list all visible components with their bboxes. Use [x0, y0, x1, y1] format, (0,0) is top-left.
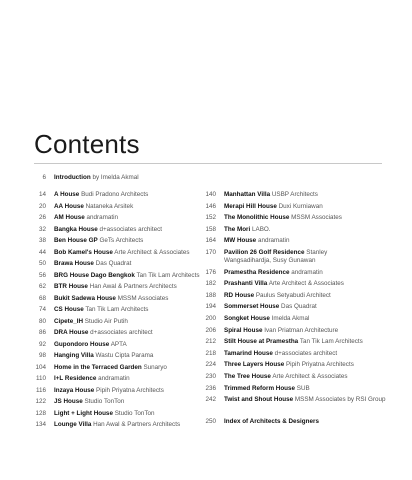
page-number: 56 — [38, 271, 46, 279]
entry-author: Tan Tik Lam Architects — [136, 271, 200, 279]
entry-author: Sunaryo — [143, 363, 167, 371]
toc-entry[interactable] — [198, 191, 318, 199]
page-number: 68 — [38, 294, 46, 302]
entry-title: Bangka House — [54, 225, 98, 233]
entry-author: Pipih Priyatna Architects — [285, 361, 354, 369]
entry-title: Cipete_IH — [54, 317, 84, 325]
toc-entry[interactable] — [198, 327, 338, 335]
page-number: 128 — [35, 409, 46, 417]
toc-entry[interactable] — [28, 387, 164, 395]
entry-title: Sommerset House — [224, 303, 280, 311]
entry-title: Pavilion 26 Golf Residence — [224, 249, 305, 256]
toc-entry[interactable] — [28, 318, 128, 326]
toc-entry[interactable] — [28, 375, 130, 383]
toc-entry[interactable] — [198, 361, 354, 369]
entry-author: by Imelda Akmal — [92, 174, 139, 181]
entry-title: Index of Architects & Designers — [224, 417, 319, 425]
page-number: 32 — [38, 225, 46, 233]
entry-author: Ivan Priatman Architecture — [264, 326, 339, 334]
toc-entry[interactable] — [198, 292, 331, 300]
title-divider — [34, 163, 382, 164]
page-number: 212 — [205, 338, 216, 346]
toc-entry[interactable] — [28, 295, 168, 303]
toc-entry[interactable] — [198, 249, 369, 265]
page-number: 86 — [38, 329, 46, 336]
entry-title: Twist and Shout House — [224, 396, 294, 404]
entry-author: SUB — [296, 384, 310, 392]
entry-title: The Monolithic House — [224, 214, 290, 222]
toc-entry[interactable] — [198, 203, 323, 211]
entry-title: BRG House Dago Bengkok — [54, 271, 135, 279]
toc-entry[interactable] — [198, 214, 342, 222]
page-title: Contents — [34, 129, 140, 159]
page-number: 236 — [205, 384, 216, 392]
entry-title: AM House — [54, 214, 85, 221]
entry-author: Das Quadrat — [95, 260, 132, 267]
page-number: 80 — [38, 317, 46, 325]
entry-title: Bukit Sadewa House — [54, 294, 116, 302]
page-number: 62 — [38, 283, 46, 290]
page-number: 250 — [205, 417, 216, 425]
entry-author: Studio Air Putih — [84, 317, 128, 325]
page-number: 170 — [205, 249, 216, 256]
toc-entry[interactable] — [28, 352, 153, 360]
entry-title: Brawa House — [54, 260, 94, 267]
toc-entry[interactable] — [28, 249, 190, 257]
page-number: 14 — [38, 191, 46, 198]
entry-title: The Tree House — [224, 373, 271, 380]
entry-title: Home in the Terraced Garden — [54, 363, 142, 371]
entry-title: Spiral House — [224, 326, 263, 334]
entry-author: Das Quadrat — [281, 303, 317, 311]
entry-title: Tamarind House — [224, 349, 273, 357]
page-number: 74 — [38, 306, 46, 313]
entry-author: Wastu Cipta Parama — [95, 352, 154, 359]
page-number: 92 — [38, 340, 46, 348]
entry-title: Light + Light House — [54, 409, 113, 417]
toc-entry[interactable] — [28, 272, 199, 280]
page-number: 134 — [35, 421, 46, 428]
entry-title: Ben House GP — [54, 237, 98, 244]
page-number: 152 — [205, 214, 216, 222]
toc-entry[interactable] — [198, 315, 309, 323]
entry-author: LABO. — [252, 225, 271, 233]
entry-title: Stilt House at Pramestha — [224, 338, 299, 346]
toc-entry[interactable] — [198, 303, 317, 311]
entry-author: Tan Tik Lam Architects — [299, 338, 363, 346]
entry-author: Arte Architect & Associates — [114, 248, 190, 256]
page-number: 122 — [35, 398, 46, 405]
entry-author: andramatin — [86, 214, 119, 221]
entry-author: APTA — [110, 340, 127, 348]
entry-author: MSSM Associates — [117, 294, 169, 302]
toc-entry[interactable] — [28, 283, 177, 291]
page-number: 26 — [38, 214, 46, 221]
toc-entry[interactable] — [28, 226, 162, 234]
entry-title: Prashanti Villa — [224, 280, 268, 288]
page-number: 224 — [205, 361, 216, 369]
entry-author: Studio TonTon — [84, 398, 125, 405]
page-number: 104 — [35, 363, 46, 371]
entry-author: Imelda Akmal — [271, 315, 310, 322]
entry-author: d+associates architect — [99, 225, 162, 233]
entry-author: Duxi Kurniawan — [278, 202, 323, 210]
entry-author: andramatin — [98, 375, 130, 382]
entry-title: Trimmed Reform House — [224, 384, 296, 392]
toc-entry[interactable] — [28, 398, 124, 406]
page-number: 242 — [205, 396, 216, 404]
page-number: 230 — [205, 373, 216, 380]
entry-author: GeTs Architects — [99, 237, 144, 244]
toc-entry[interactable] — [28, 410, 155, 418]
page-number: 176 — [205, 268, 216, 276]
entry-title: BTR House — [54, 283, 88, 290]
entry-title: DRA House — [54, 329, 89, 336]
entry-title: Lounge Villa — [54, 421, 92, 428]
entry-title: Merapi Hill House — [224, 202, 277, 210]
page-number: 44 — [38, 248, 46, 256]
entry-author: andramatin — [291, 268, 323, 276]
entry-author: Nataneka Arsitek — [85, 202, 134, 210]
page-number: 194 — [205, 303, 216, 311]
toc-entry[interactable] — [198, 385, 310, 393]
toc-entry[interactable] — [28, 191, 148, 199]
page-number: 182 — [205, 280, 216, 288]
entry-author: andramatin — [257, 237, 290, 245]
toc-entry[interactable] — [28, 237, 143, 245]
entry-author: Paulus Setyabudi Architect — [255, 291, 331, 299]
entry-title: AA House — [54, 202, 84, 210]
toc-entry[interactable] — [28, 306, 148, 314]
entry-title: Three Layers House — [224, 361, 285, 369]
toc-entry[interactable] — [198, 226, 271, 234]
entry-title: RD House — [224, 291, 255, 299]
entry-title: MW House — [224, 237, 257, 245]
toc-entry[interactable] — [198, 350, 337, 358]
entry-title: Inzaya House — [54, 386, 95, 394]
toc-entry[interactable] — [28, 421, 180, 429]
page-number: 200 — [205, 315, 216, 322]
toc-entry[interactable] — [198, 373, 348, 381]
entry-title: Manhattan Villa — [224, 191, 271, 198]
toc-entry[interactable] — [28, 341, 127, 349]
entry-author: MSSM Associates by RSI Group — [294, 396, 386, 404]
page-number: 146 — [205, 202, 216, 210]
page-number: 188 — [205, 291, 216, 299]
toc-entry[interactable] — [28, 260, 131, 268]
entry-author: MSSM Associates — [291, 214, 342, 222]
page-number: 158 — [205, 225, 216, 233]
page-number: 164 — [205, 237, 216, 245]
entry-title: JS House — [54, 398, 83, 405]
toc-entry[interactable] — [198, 338, 363, 346]
page-number: 110 — [35, 375, 46, 382]
toc-entry[interactable] — [28, 364, 167, 372]
entry-author: d+associates architect — [274, 349, 338, 357]
toc-entry[interactable] — [198, 269, 323, 277]
entry-title: Pramestha Residence — [224, 268, 290, 276]
toc-entry[interactable] — [198, 237, 289, 245]
entry-author: Han Awal & Partners Architects — [93, 421, 181, 428]
entry-title: I+L Residence — [54, 375, 97, 382]
page-number: 38 — [38, 237, 46, 244]
entry-author: Han Awal & Partners Architects — [89, 283, 177, 290]
toc-entry[interactable] — [198, 396, 386, 404]
toc-entry[interactable] — [198, 418, 319, 426]
entry-title: Bob Kamel's House — [54, 248, 113, 256]
entry-author: Arte Architect & Associates — [268, 280, 344, 288]
page-number: 6 — [42, 174, 46, 181]
entry-title: Gupondoro House — [54, 340, 110, 348]
entry-author: Stanley Wangsadihardja, Susy Gunawan — [224, 249, 328, 264]
toc-entry-introduction[interactable] — [28, 174, 139, 182]
entry-title: CS House — [54, 306, 84, 313]
entry-author: Tan Tik Lam Architects — [85, 306, 149, 313]
toc-entry[interactable] — [198, 280, 344, 288]
entry-author: Budi Pradono Architects — [81, 191, 149, 198]
page-number: 206 — [205, 326, 216, 334]
page-number: 50 — [38, 260, 46, 267]
page-number: 98 — [38, 352, 46, 359]
toc-entry[interactable] — [28, 203, 133, 211]
toc-entry[interactable] — [28, 214, 118, 222]
entry-author: Studio TonTon — [114, 409, 155, 417]
toc-entry[interactable] — [28, 329, 153, 337]
page-number: 20 — [38, 202, 46, 210]
entry-title: Introduction — [54, 174, 91, 181]
page-number: 116 — [35, 386, 46, 394]
entry-author: Pipih Priyatna Architects — [96, 386, 164, 394]
page-number: 140 — [205, 191, 216, 198]
entry-title: Hanging Villa — [54, 352, 94, 359]
entry-title: A House — [54, 191, 80, 198]
entry-author: Arte Architect & Associates — [272, 373, 348, 380]
entry-title: The Mori — [224, 225, 251, 233]
entry-author: d+associates architect — [90, 329, 153, 336]
page-number: 218 — [205, 349, 216, 357]
entry-author: USBP Architects — [271, 191, 318, 198]
entry-title: Songket House — [224, 315, 270, 322]
